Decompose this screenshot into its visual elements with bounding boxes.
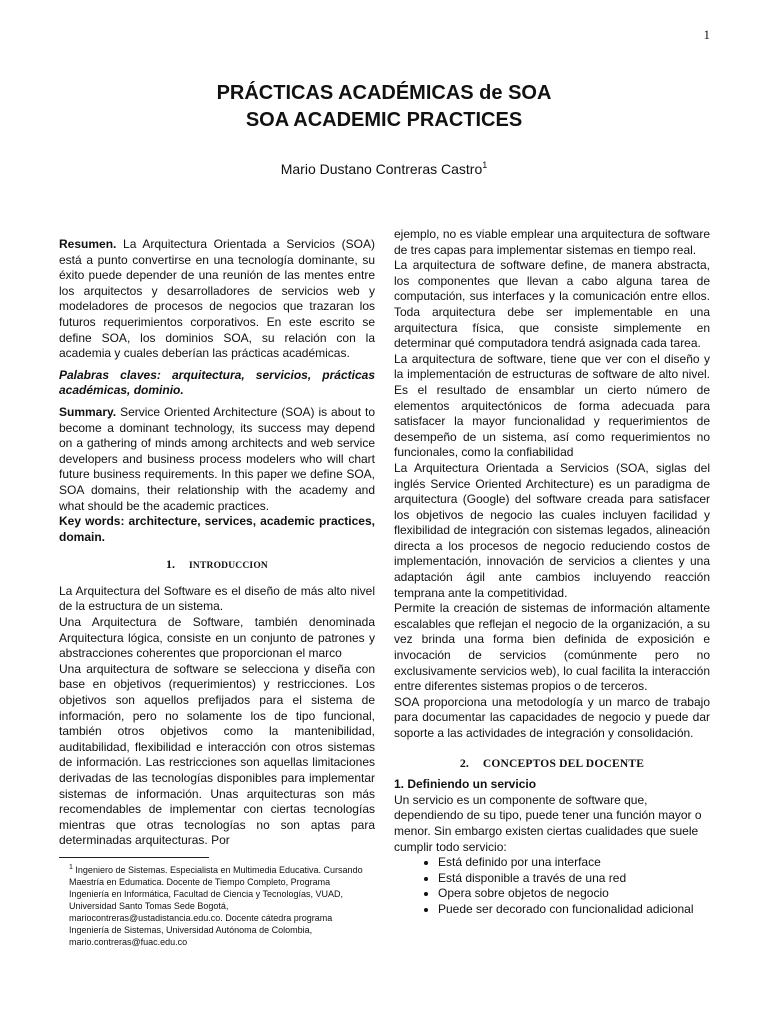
author-footnote-mark: 1 [482, 160, 488, 170]
section-heading-conceptos [394, 756, 710, 773]
footnote-divider [59, 857, 209, 858]
body-paragraph: La Arquitectura Orientada a Servicios (SOA, siglas del inglés Service Oriented Architecture) es un paradigma de arquitectura (Google) del software creada para satisfacer los objetivos de negocio las cuales incluyen facilidad y flexibilidad de integración con sistemas legados, alineación directa a los procesos de negocio reduciendo costos de implementación, innovación de servicios a clientes y una adaptación ágil ante cambios incluyendo reacción temprana ante la competitividad. [394, 460, 710, 600]
resumen-label: Resumen. [59, 237, 117, 251]
left-column [59, 237, 375, 849]
intro-paragraph: Una Arquitectura de Software, también denominada Arquitectura lógica, consiste en un conjunto de patrones y abstracciones coherentes que proporcionan el marco [59, 615, 375, 661]
resumen-paragraph [59, 237, 375, 362]
list-item: • Está disponible a través de una red [438, 871, 710, 887]
key-words: Key words: architecture, services, academic practices, domain. [59, 514, 375, 544]
body-paragraph: SOA proporciona una metodología y un marco de trabajo para documentar las capacidades de negocio y puede dar soporte a las actividades de integración y consolidación. [394, 694, 710, 740]
right-column [394, 227, 710, 918]
section-heading-introduccion [59, 557, 375, 575]
section-number: 1. [166, 557, 176, 572]
service-intro: Un servicio es un componente de software que, dependiendo de su tipo, puede tener una función mayor o menor. Sin embargo existen ciertas cualidades que suele cumplir todo servicio: [394, 792, 702, 854]
footnote-mark: 1 [69, 864, 73, 871]
list-item: • Puede ser decorado con funcionalidad adicional [438, 902, 710, 918]
palabras-claves: Palabras claves: arquitectura, servicios, prácticas académicas, dominio. [59, 367, 375, 398]
section-number: 2. [459, 755, 469, 770]
section-title: CONCEPTOS DEL DOCENTE [482, 757, 645, 770]
footnote-text: Ingeniero de Sistemas. Especialista en Multimedia Educativa. Cursando Maestría en Edumatica. Docente de Tiempo Completo, Programa Ingeniería en Informática, Facultad de Ciencia y Tecnologías, VUAD, Universidad Santo Tomas Sede Bogotá, mariocontreras@ustadistancia.edu.co. Docente cátedra programa Ingeniería de Sistemas, Universidad Autónoma de Colombia, mario.contreras@fuac.edu.co [69, 865, 363, 947]
list-item: • Está definido por una interface [438, 855, 710, 871]
footnote [69, 862, 369, 948]
body-paragraph: ejemplo, no es viable emplear una arquitectura de software de tres capas para implementar sistemas en tiempo real. [394, 227, 710, 257]
summary-paragraph [59, 405, 375, 514]
intro-paragraph: La Arquitectura del Software es el diseño de más alto nivel de la estructura de un sistema. [59, 583, 375, 614]
summary-label: Summary. [59, 404, 117, 419]
subsection-heading: 1. Definiendo un servicio [394, 777, 537, 792]
service-qualities-list [394, 855, 710, 917]
author-name: Mario Dustano Contreras Castro [280, 161, 483, 177]
title-english: SOA ACADEMIC PRACTICES [245, 109, 523, 131]
resumen-text: La Arquitectura Orientada a Servicios (SOA) está a punto convertirse en una tecnología dominante, su éxito puede depender de una reunión de las mentes entre los arquitectos y desarrolladores de servicios web y modeladores de procesos de negocios que trazaran los futuros requerimientos corporativos. En este escrito se define SOA, los dominios SOA, su relación con la academia y cuales deberían las prácticas académicas. [59, 237, 375, 361]
page-number: 1 [703, 27, 710, 42]
author-line [0, 160, 768, 177]
body-paragraph: La arquitectura de software define, de manera abstracta, los componentes que llevan a cabo alguna tarea de computación, sus interfaces y la comunicación entre ellos. Toda arquitectura debe ser implementable en una arquitectura física, que consiste simplemente en determinar qué computadora tendrá asignada cada tarea. [394, 258, 710, 351]
section-title: INTRODUCCION [189, 561, 268, 572]
list-item: • Opera sobre objetos de negocio [438, 886, 710, 902]
body-paragraph: La arquitectura de software, tiene que ver con el diseño y la implementación de estructuras de software de alto nivel. Es el resultado de ensamblar un cierto número de elementos arquitectónicos de forma adecuada para satisfacer la mayor funcionalidad y requerimientos de desempeño de un sistema, así como requerimientos no funcionales, como la confiabilidad [394, 351, 710, 460]
paper-title [0, 80, 768, 134]
body-paragraph: Permite la creación de sistemas de información altamente escalables que reflejan el negocio de la organización, a su vez brinda una forma bien definida de exposición e invocación de servicios (comúnmente pero no exclusivamente servicios web), lo cual facilita la interacción entre diferentes sistemas propios o de terceros. [394, 601, 710, 694]
summary-text: Service Oriented Architecture (SOA) is about to become a dominant technology, its success may depend on a gathering of minds among architects and web service developers and business process modelers who will chart future business requirements. In this paper we define SOA, SOA domains, their relationship with the academy and what should be the academic practices. [59, 404, 375, 513]
intro-paragraph: Una arquitectura de software se selecciona y diseña con base en objetivos (requerimientos) y restricciones. Los objetivos son aquellos prefijados para el sistema de información, pero no solamente los de tipo funcional, también otros objetivos como la mantenibilidad, auditabilidad, flexibilidad e interacción con otros sistemas de información. Las restricciones son aquellas limitaciones derivadas de las tecnologías disponibles para implementar sistemas de información. Unas arquitecturas son más recomendables de implementar con ciertas tecnologías mientras que otras tecnologías no son aptas para determinadas arquitecturas. Por [59, 661, 375, 848]
title-spanish: PRÁCTICAS ACADÉMICAS de SOA [216, 82, 552, 104]
